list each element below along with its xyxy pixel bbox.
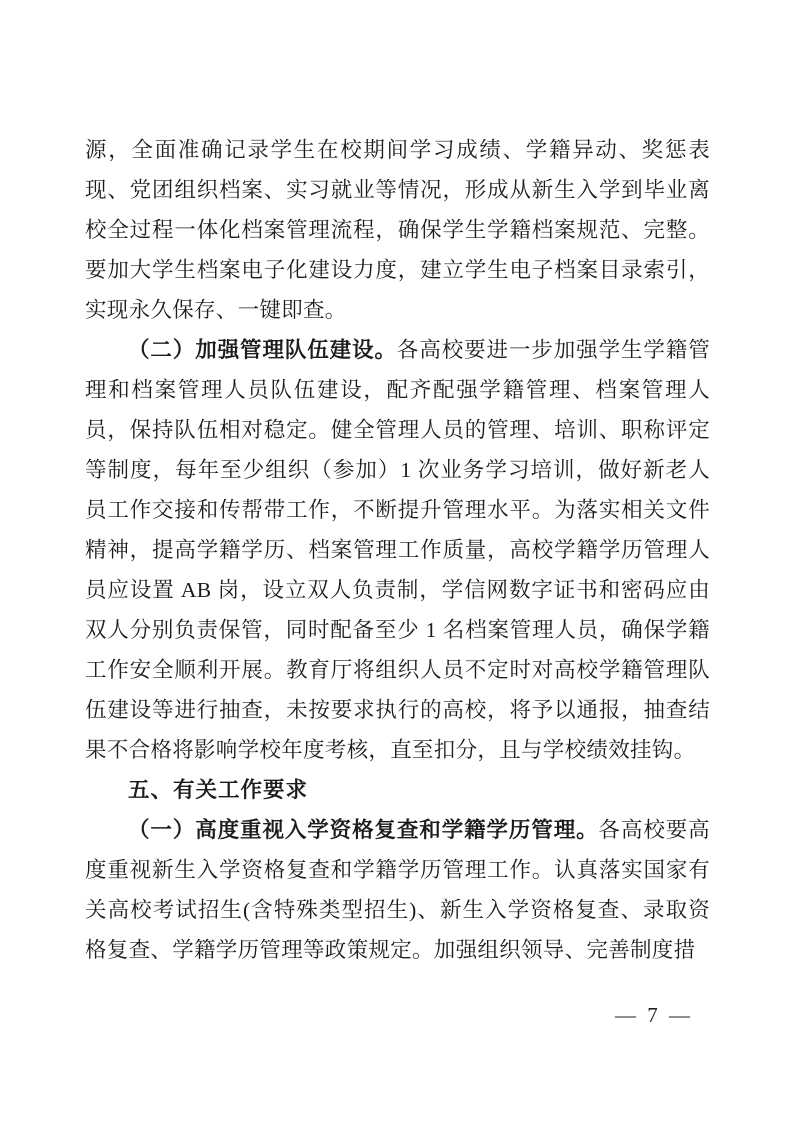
text-run: （一）高度重视入学资格复查和学籍学历管理。 — [128, 818, 599, 842]
text-run: 各高校要进一步加强学生学籍管理和档案管理人员队伍建设，配齐配强学籍管理、档案管理人员，保持队伍相对稳定。健全管理人员的管理、培训、职称评定等制度，每年至少组织（参加）1 次业务学习培训，做好新老人员工作交接和传帮带工作，不断提升管理水平。为落实相关文件精神，提高学籍学历、档案管理工作质量，高校学籍学历管理人员应设置 AB 岗，设立双人负责制，学信网数字证书和密码应由双人分别负责保管，同时配备至少 1 名档案管理人员，确保学籍工作安全顺利开展。教育厅将组织人员不定时对高校学籍管理队伍建设等进行抽查，未按要求执行的高校，将予以通报，抽查结果不合格将影响学校年度考核，直至扣分，且与学校绩效挂钩。 — [85, 338, 711, 762]
text-run: （二）加强管理队伍建设。 — [128, 338, 397, 362]
text-run: 各高校要高度重视新生入学资格复查和学籍学历管理工作。认真落实国家有关高校考试招生(含特殊类型招生)、新生入学资格复查、录取资格复查、学籍学历管理等政策规定。加强组织领导、完善制度措 — [85, 818, 710, 962]
text-run: 五、有关工作要求 — [128, 778, 309, 802]
page-number: — 7 — — [615, 1003, 693, 1027]
paragraph — [85, 330, 710, 770]
section-heading — [85, 770, 710, 810]
text-run: 源，全面准确记录学生在校期间学习成绩、学籍异动、奖惩表现、党团组织档案、实习就业等情况，形成从新生入学到毕业离校全过程一体化档案管理流程，确保学生学籍档案规范、完整。要加大学生档案电子化建设力度，建立学生电子档案目录索引，实现永久保存、一键即查。 — [85, 138, 710, 322]
paragraph — [85, 810, 710, 970]
paragraph — [85, 130, 710, 330]
document-body — [85, 130, 710, 970]
